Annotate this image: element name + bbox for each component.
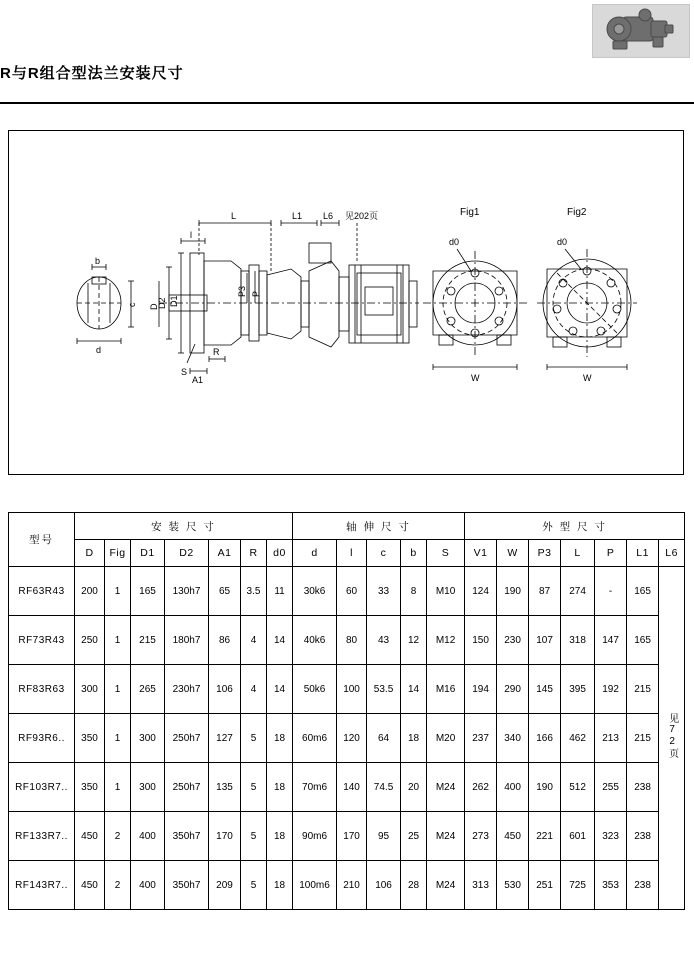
dimension-figure <box>8 130 684 475</box>
row-model: RF83R63 <box>9 665 75 714</box>
col-D1: D1 <box>131 540 165 567</box>
svg-text:R: R <box>213 347 220 357</box>
svg-text:S: S <box>181 367 188 377</box>
col-V1: V1 <box>465 540 497 567</box>
cell-L: 462 <box>561 714 595 763</box>
cell-D2: 350h7 <box>165 812 209 861</box>
cell-b: 18 <box>401 714 427 763</box>
cell-A1: 209 <box>209 861 241 910</box>
cell-V1: 273 <box>465 812 497 861</box>
cell-W: 340 <box>497 714 529 763</box>
cell-d: 30k6 <box>293 567 337 616</box>
svg-text:c: c <box>127 302 137 307</box>
cell-P: 255 <box>595 763 627 812</box>
cell-D2: 350h7 <box>165 861 209 910</box>
cell-D1: 400 <box>131 861 165 910</box>
row-model: RF103R7.. <box>9 763 75 812</box>
svg-text:P3: P3 <box>237 285 247 297</box>
title-divider <box>0 102 694 104</box>
cell-l: 100 <box>337 665 367 714</box>
col-c: c <box>367 540 401 567</box>
svg-text:L6: L6 <box>323 211 334 221</box>
cell-c: 95 <box>367 812 401 861</box>
table-row <box>9 812 685 861</box>
col-P3: P3 <box>529 540 561 567</box>
cell-W: 230 <box>497 616 529 665</box>
cell-D: 250 <box>75 616 105 665</box>
col-R: R <box>241 540 267 567</box>
cell-D2: 130h7 <box>165 567 209 616</box>
svg-text:见202页: 见202页 <box>345 211 379 221</box>
cell-b: 25 <box>401 812 427 861</box>
cell-b: 20 <box>401 763 427 812</box>
svg-text:D1: D1 <box>169 295 179 307</box>
col-group-model: 型号 <box>9 513 75 567</box>
col-L6: L6 <box>659 540 685 567</box>
cell-V1: 313 <box>465 861 497 910</box>
cell-L: 725 <box>561 861 595 910</box>
svg-text:W: W <box>471 373 480 383</box>
cell-R: 5 <box>241 861 267 910</box>
cell-R: 5 <box>241 763 267 812</box>
cell-R: 4 <box>241 616 267 665</box>
cell-W: 190 <box>497 567 529 616</box>
cell-R: 3.5 <box>241 567 267 616</box>
cell-L1: 238 <box>627 763 659 812</box>
cell-P3: 166 <box>529 714 561 763</box>
cell-c: 33 <box>367 567 401 616</box>
table-row <box>9 567 685 616</box>
gear-motor-icon <box>592 4 690 58</box>
row-model: RF143R7.. <box>9 861 75 910</box>
table-group-header-row <box>9 513 685 540</box>
cell-L1: 215 <box>627 665 659 714</box>
cell-l: 120 <box>337 714 367 763</box>
cell-D: 200 <box>75 567 105 616</box>
row-model: RF93R6.. <box>9 714 75 763</box>
cell-S: M24 <box>427 812 465 861</box>
svg-text:A1: A1 <box>192 375 204 385</box>
cell-S: M16 <box>427 665 465 714</box>
cell-l: 80 <box>337 616 367 665</box>
cell-L: 274 <box>561 567 595 616</box>
cell-V1: 262 <box>465 763 497 812</box>
cell-Fig: 1 <box>105 567 131 616</box>
col-S: S <box>427 540 465 567</box>
cell-V1: 150 <box>465 616 497 665</box>
spec-table <box>8 512 685 910</box>
cell-d0: 18 <box>267 763 293 812</box>
cell-Fig: 1 <box>105 763 131 812</box>
cell-Fig: 1 <box>105 714 131 763</box>
cell-c: 74.5 <box>367 763 401 812</box>
cell-P3: 190 <box>529 763 561 812</box>
cell-P3: 87 <box>529 567 561 616</box>
cell-D2: 250h7 <box>165 714 209 763</box>
cell-L1: 215 <box>627 714 659 763</box>
col-P: P <box>595 540 627 567</box>
cell-R: 5 <box>241 812 267 861</box>
cell-R: 4 <box>241 665 267 714</box>
cell-D1: 165 <box>131 567 165 616</box>
cell-P: 323 <box>595 812 627 861</box>
cell-P: 147 <box>595 616 627 665</box>
table-row <box>9 616 685 665</box>
cell-d: 70m6 <box>293 763 337 812</box>
svg-text:d: d <box>96 345 102 355</box>
cell-D: 300 <box>75 665 105 714</box>
cell-d: 90m6 <box>293 812 337 861</box>
col-Fig: Fig <box>105 540 131 567</box>
cell-A1: 106 <box>209 665 241 714</box>
table-row <box>9 861 685 910</box>
cell-S: M24 <box>427 763 465 812</box>
page-title: R与R组合型法兰安装尺寸 <box>0 65 184 82</box>
table-row <box>9 714 685 763</box>
cell-d: 60m6 <box>293 714 337 763</box>
svg-text:W: W <box>583 373 592 383</box>
row-model: RF73R43 <box>9 616 75 665</box>
cell-Fig: 1 <box>105 665 131 714</box>
col-group-shaft: 轴 伸 尺 寸 <box>293 513 465 540</box>
cell-D1: 300 <box>131 714 165 763</box>
svg-text:L: L <box>231 211 237 221</box>
cell-A1: 135 <box>209 763 241 812</box>
table-row <box>9 665 685 714</box>
cell-S: M10 <box>427 567 465 616</box>
row-model: RF63R43 <box>9 567 75 616</box>
cell-V1: 124 <box>465 567 497 616</box>
cell-d: 40k6 <box>293 616 337 665</box>
l6-note: 见72页 <box>666 712 678 759</box>
cell-D: 450 <box>75 812 105 861</box>
svg-text:L1: L1 <box>292 211 303 221</box>
cell-D1: 300 <box>131 763 165 812</box>
cell-d0: 14 <box>267 665 293 714</box>
cell-R: 5 <box>241 714 267 763</box>
cell-S: M24 <box>427 861 465 910</box>
svg-text:d0: d0 <box>449 237 460 247</box>
cell-d: 50k6 <box>293 665 337 714</box>
cell-b: 28 <box>401 861 427 910</box>
cell-D: 350 <box>75 763 105 812</box>
cell-S: M12 <box>427 616 465 665</box>
col-L: L <box>561 540 595 567</box>
cell-b: 12 <box>401 616 427 665</box>
cell-d0: 18 <box>267 861 293 910</box>
cell-A1: 127 <box>209 714 241 763</box>
cell-V1: 194 <box>465 665 497 714</box>
cell-b: 14 <box>401 665 427 714</box>
col-l: l <box>337 540 367 567</box>
cell-P3: 251 <box>529 861 561 910</box>
cell-d: 100m6 <box>293 861 337 910</box>
col-group-mounting: 安 装 尺 寸 <box>75 513 293 540</box>
svg-text:Fig2: Fig2 <box>567 207 587 218</box>
cell-d0: 11 <box>267 567 293 616</box>
cell-D1: 215 <box>131 616 165 665</box>
cell-P: - <box>595 567 627 616</box>
cell-Fig: 1 <box>105 616 131 665</box>
cell-P3: 221 <box>529 812 561 861</box>
col-b: b <box>401 540 427 567</box>
svg-text:b: b <box>95 256 101 266</box>
cell-l: 170 <box>337 812 367 861</box>
cell-P: 192 <box>595 665 627 714</box>
specification-table <box>8 512 684 910</box>
cell-Fig: 2 <box>105 861 131 910</box>
cell-L: 318 <box>561 616 595 665</box>
svg-text:D: D <box>149 303 159 310</box>
cell-L1: 238 <box>627 861 659 910</box>
cell-L1: 165 <box>627 616 659 665</box>
cell-d0: 18 <box>267 812 293 861</box>
cell-W: 290 <box>497 665 529 714</box>
cell-b: 8 <box>401 567 427 616</box>
cell-c: 106 <box>367 861 401 910</box>
col-W: W <box>497 540 529 567</box>
cell-L1: 238 <box>627 812 659 861</box>
cell-L: 395 <box>561 665 595 714</box>
col-d0: d0 <box>267 540 293 567</box>
cell-W: 530 <box>497 861 529 910</box>
cell-D: 350 <box>75 714 105 763</box>
cell-D1: 265 <box>131 665 165 714</box>
cell-D: 450 <box>75 861 105 910</box>
cell-A1: 65 <box>209 567 241 616</box>
cell-A1: 86 <box>209 616 241 665</box>
table-row <box>9 763 685 812</box>
cell-c: 53.5 <box>367 665 401 714</box>
cell-d0: 14 <box>267 616 293 665</box>
cell-D1: 400 <box>131 812 165 861</box>
cell-Fig: 2 <box>105 812 131 861</box>
cell-D2: 180h7 <box>165 616 209 665</box>
row-model: RF133R7.. <box>9 812 75 861</box>
cell-P: 353 <box>595 861 627 910</box>
col-L1: L1 <box>627 540 659 567</box>
cell-V1: 237 <box>465 714 497 763</box>
cell-L: 601 <box>561 812 595 861</box>
table-head <box>9 513 685 567</box>
col-A1: A1 <box>209 540 241 567</box>
cell-P3: 107 <box>529 616 561 665</box>
cell-c: 64 <box>367 714 401 763</box>
cell-c: 43 <box>367 616 401 665</box>
svg-text:Fig1: Fig1 <box>460 207 480 218</box>
cell-P3: 145 <box>529 665 561 714</box>
col-group-outline: 外 型 尺 寸 <box>465 513 685 540</box>
col-D: D <box>75 540 105 567</box>
cell-l: 60 <box>337 567 367 616</box>
cell-l: 210 <box>337 861 367 910</box>
svg-text:l: l <box>190 230 192 240</box>
col-d: d <box>293 540 337 567</box>
svg-text:d0: d0 <box>557 237 568 247</box>
cell-L1: 165 <box>627 567 659 616</box>
table-column-header-row <box>9 540 685 567</box>
col-D2: D2 <box>165 540 209 567</box>
cell-L6-merged <box>659 567 685 910</box>
svg-text:P: P <box>251 290 261 297</box>
cell-D2: 250h7 <box>165 763 209 812</box>
svg-text:D2: D2 <box>157 297 167 309</box>
cell-W: 450 <box>497 812 529 861</box>
cell-P: 213 <box>595 714 627 763</box>
cell-d0: 18 <box>267 714 293 763</box>
cell-A1: 170 <box>209 812 241 861</box>
cell-S: M20 <box>427 714 465 763</box>
cell-l: 140 <box>337 763 367 812</box>
cell-D2: 230h7 <box>165 665 209 714</box>
cell-W: 400 <box>497 763 529 812</box>
cell-L: 512 <box>561 763 595 812</box>
table-body <box>9 567 685 910</box>
